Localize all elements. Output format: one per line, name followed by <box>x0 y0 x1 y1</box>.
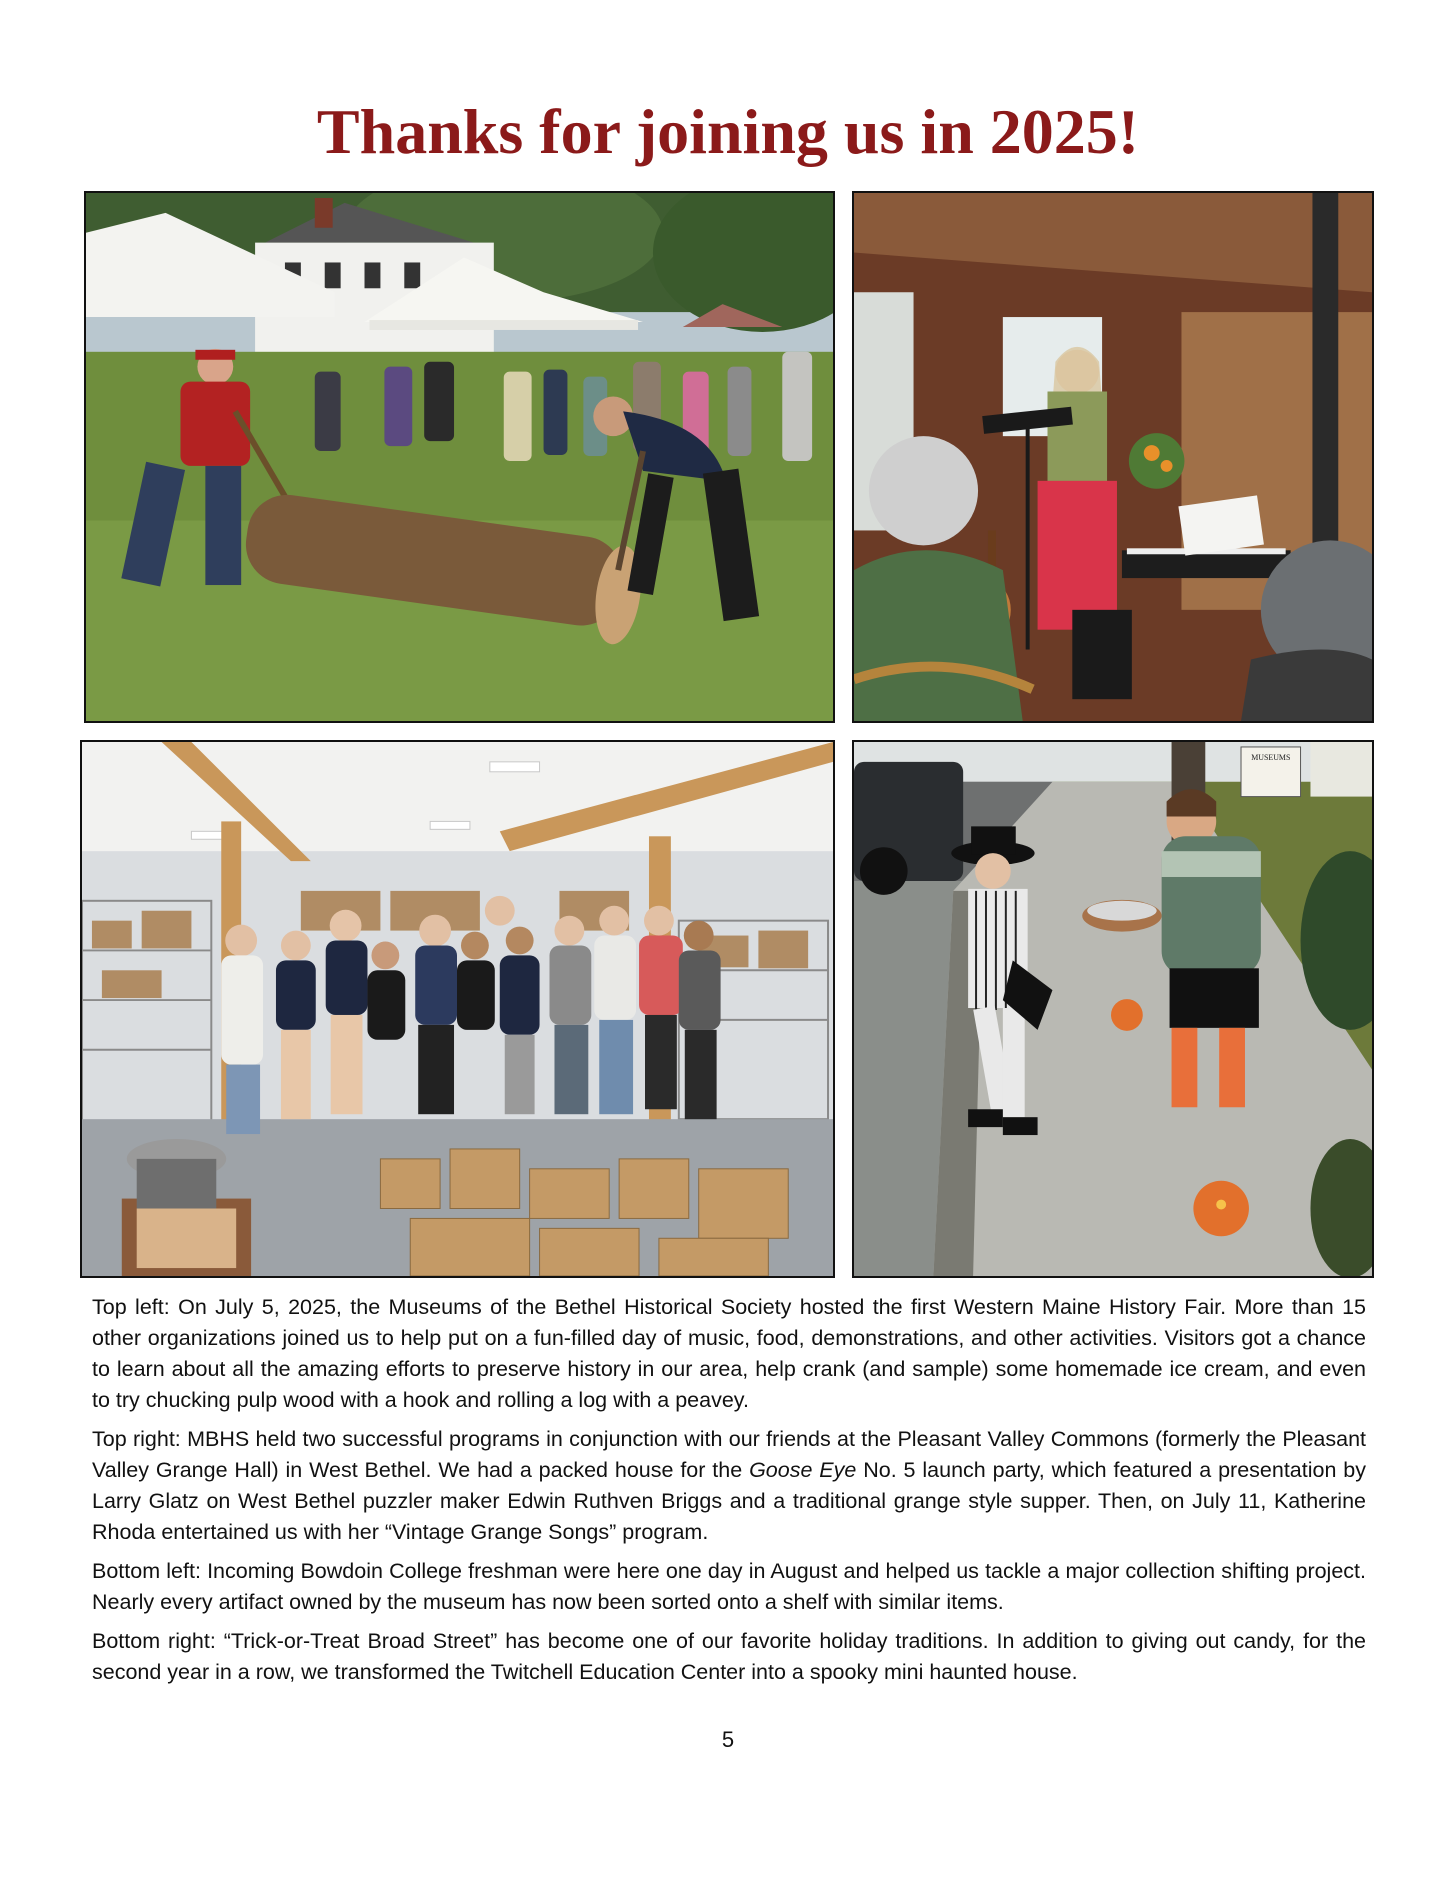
caption-bottom-right: Bottom right: “Trick-or-Treat Broad Street” has become one of our favorite holiday traditions. In addition to giving out candy, for the second year in a row, we transformed the Twitchell Education Center into a spooky mini haunted house. <box>92 1629 1366 1684</box>
caption-top-right <box>92 1424 1366 1548</box>
photo-history-fair-log-rolling <box>84 191 835 723</box>
caption-bottom-left: Bottom left: Incoming Bowdoin College freshman were here one day in August and helped us tackle a major collection shifting project. Nearly every artifact owned by the museum has now been sorted onto a shelf with similar items. <box>92 1559 1366 1614</box>
photo-bowdoin-students-collection <box>80 740 835 1278</box>
page-title: Thanks for joining us in 2025! <box>316 96 1140 167</box>
photo-trick-or-treat <box>852 740 1374 1278</box>
caption-top-right-publication: Goose Eye <box>749 1458 857 1482</box>
page-number: 5 <box>721 1727 735 1752</box>
performance-image <box>854 193 1372 721</box>
caption-top-left: Top left: On July 5, 2025, the Museums of the Bethel Historical Society hosted the first Western Maine History Fair. More than 15 other organizations joined us to help put on a fun-filled day of music, food, demonstrations, and other activities. Visitors got a chance to learn about all the amazing efforts to preserve history in our area, help crank (and sample) some homemade ice cream, and even to try chucking pulp wood with a hook and rolling a log with a peavey. <box>92 1295 1366 1412</box>
caption-top-right-part-1: Top right: MBHS held two successful programs in conjunction with our friends at the Pleasant Valley Commons (formerly the Pleasant Valley Grange Hall) in West Bethel. We had a packed house for the <box>92 1427 1366 1482</box>
history-fair-image <box>86 193 833 721</box>
trick-or-treat-image <box>854 742 1372 1276</box>
photo-grange-songs-performance <box>852 191 1374 723</box>
caption-top-right-part-2: No. 5 launch party, which featured a presentation by Larry Glatz on West Bethel puzzler maker Edwin Ruthven Briggs and a traditional grange style supper. Then, on July 11, Katherine Rhoda entertained us with her “Vintage Grange Songs” program. <box>92 1458 1367 1544</box>
museums-sign-text: MUSEUMS <box>1251 752 1291 762</box>
students-image <box>82 742 833 1276</box>
photo-captions <box>92 1292 1366 1696</box>
